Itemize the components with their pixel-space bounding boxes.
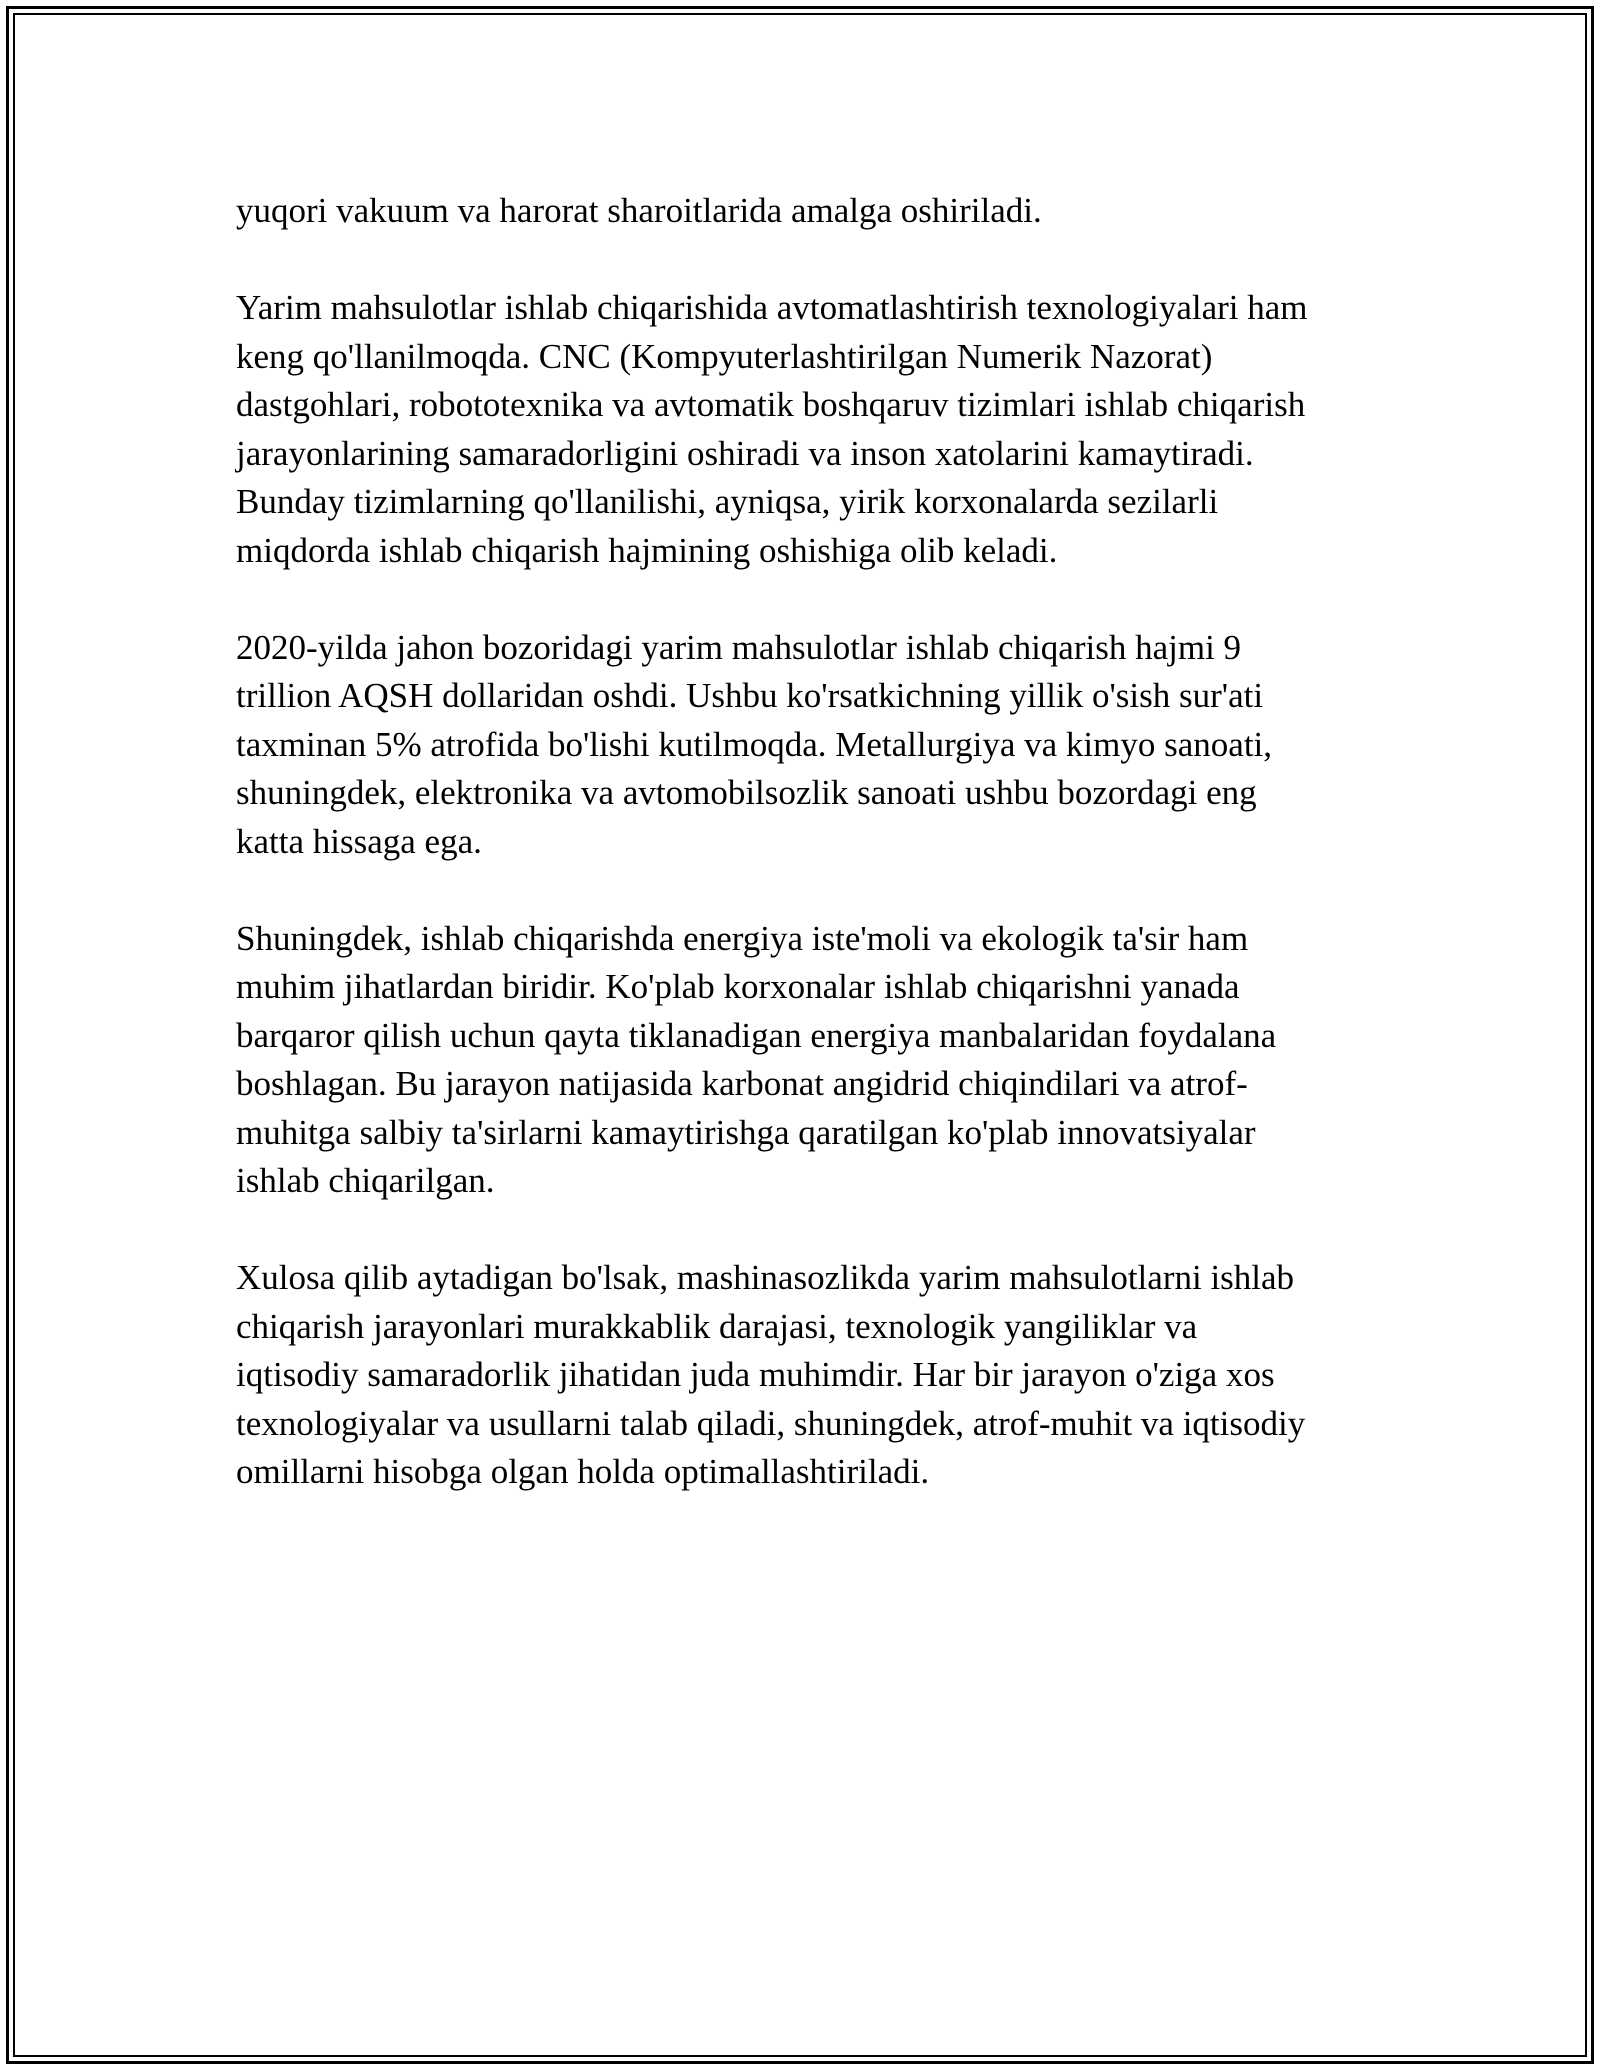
paragraph-line: katta hissaga ega. (236, 821, 482, 861)
paragraph-line: chiqarish jarayonlari murakkablik darajasi, texnologik yangiliklar va (236, 1306, 1198, 1346)
paragraph-line: Shuningdek, ishlab chiqarishda energiya iste'moli va ekologik ta'sir ham (236, 918, 1249, 958)
paragraph-2 (236, 284, 1386, 575)
paragraph-line: yuqori vakuum va harorat sharoitlarida amalga oshiriladi. (236, 191, 1042, 230)
paragraph-4 (236, 915, 1386, 1206)
paragraph-line: barqaror qilish uchun qayta tiklanadigan energiya manbalaridan foydalana (236, 1015, 1277, 1055)
paragraph-line: shuningdek, elektronika va avtomobilsozlik sanoati ushbu bozordagi eng (236, 773, 1257, 812)
paragraph-line: iqtisodiy samaradorlik jihatidan juda muhimdir. Har bir jarayon o'ziga xos (236, 1355, 1275, 1394)
paragraph-line: dastgohlari, robototexnika va avtomatik boshqaruv tizimlari ishlab chiqarish (236, 385, 1306, 424)
document-body (236, 187, 1386, 1545)
paragraph-line: jarayonlarining samaradorligini oshiradi va inson xatolarini kamaytiradi. (236, 433, 1254, 473)
paragraph-line: muhitga salbiy ta'sirlarni kamaytirishga qaratilgan ko'plab innovatsiyalar (236, 1112, 1256, 1152)
paragraph-line: boshlagan. Bu jarayon natijasida karbonat angidrid chiqindilari va atrof- (236, 1064, 1248, 1103)
paragraph-line: 2020-yilda jahon bozoridagi yarim mahsulotlar ishlab chiqarish hajmi 9 (236, 627, 1242, 667)
paragraph-5 (236, 1254, 1386, 1497)
paragraph-line: omillarni hisobga olgan holda optimallashtiriladi. (236, 1452, 930, 1491)
paragraph-3 (236, 624, 1386, 867)
paragraph-line: trillion AQSH dollaridan oshdi. Ushbu ko'rsatkichning yillik o'sish sur'ati (236, 676, 1264, 715)
paragraph-line: texnologiyalar va usullarni talab qiladi, shuningdek, atrof-muhit va iqtisodiy (236, 1403, 1306, 1443)
paragraph-line: miqdorda ishlab chiqarish hajmining oshishiga olib keladi. (236, 530, 1058, 570)
paragraph-line: ishlab chiqarilgan. (236, 1161, 495, 1200)
paragraph-line: Bunday tizimlarning qo'llanilishi, ayniqsa, yirik korxonalarda sezilarli (236, 482, 1219, 521)
paragraph-line: keng qo'llanilmoqda. CNC (Kompyuterlashtirilgan Numerik Nazorat) (236, 336, 1213, 376)
paragraph-line: Xulosa qilib aytadigan bo'lsak, mashinasozlikda yarim mahsulotlarni ishlab (236, 1258, 1295, 1297)
paragraph-line: taxminan 5% atrofida bo'lishi kutilmoqda. Metallurgiya va kimyo sanoati, (236, 724, 1273, 764)
paragraph-line: Yarim mahsulotlar ishlab chiqarishida avtomatlashtirish texnologiyalari ham (236, 288, 1308, 327)
paragraph-line: muhim jihatlardan biridir. Ko'plab korxonalar ishlab chiqarishni yanada (236, 967, 1240, 1006)
paragraph-1 (236, 187, 1386, 236)
